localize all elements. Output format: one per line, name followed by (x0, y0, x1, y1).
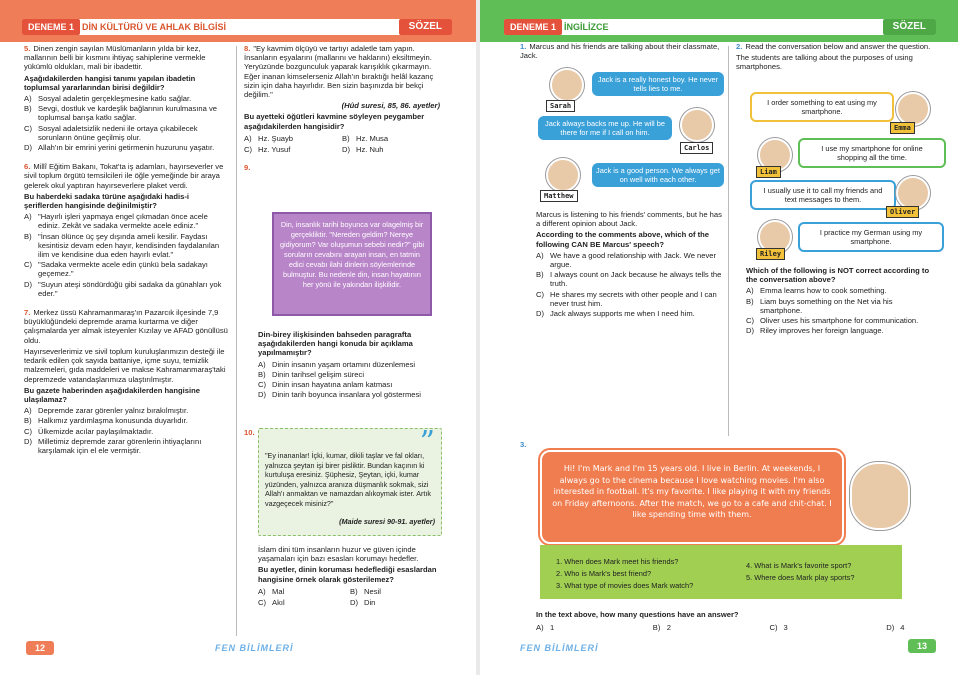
left-page-number: 12 (26, 641, 54, 655)
sarah-avatar (550, 68, 584, 102)
q9-option-c[interactable]: C) Dinin insan hayatına anlam katması (258, 380, 393, 390)
q6-option-a[interactable]: A) "Hayırlı işleri yapmaya engel çıkmadan önce acele ediniz. Zekât ve sadaka vermekte acele ediniz." (24, 212, 208, 231)
left-column-1 (24, 44, 228, 456)
q5-option-c[interactable]: C) Sosyal adaletsizlik nedeni ile ortaya çıkabilecek sorunların önüne geçilmiş olur. (24, 123, 198, 142)
q7-option-a[interactable]: A) Depremde zarar görenler yalnız bırakılmıştır. (24, 406, 189, 416)
q9-passage: Din, insanlık tarihi boyunca var olagelmiş bir gerçekliktir. "Nereden geldim? Nereye gidiyorum? Var oluşumun sebebi nedir?" gibi soruların cevabını arayan insan, en tatmin edici cevabı ilahi dinlerin söylemlerinde bulmuştur. Bu nedenle din, insan hayatının her yönü ile yakından ilişkilidir. (280, 220, 425, 289)
left-subject-title: DİN KÜLTÜRÜ VE AHLAK BİLGİSİ (82, 22, 226, 32)
q3-options (536, 622, 916, 633)
sarah-name-tag: Sarah (546, 100, 575, 112)
riley-name-tag: Riley (756, 248, 785, 260)
liam-name-tag: Liam (756, 166, 781, 178)
q5-option-b[interactable]: B) Sevgi, dostluk ve kardeşlik bağlarının kurulmasına ve toplumsal barışa katkı sağlar. (24, 104, 217, 123)
mark-speech: Hi! I'm Mark and I'm 15 years old. I live in Berlin. At weekends, I always go to the cinema because I love watching movies. I'm also interested in football. It's my favorite. I like playing it with my friends on Friday afternoons. After the match, we go to a cafe and chit-chat. I like spending time with them. (552, 464, 832, 520)
right-header (480, 0, 958, 42)
right-header-bar (504, 19, 936, 35)
q5-option-d[interactable]: D) Allah'ın bir emrini yerini getirmenin huzurunu yaşatır. (24, 143, 215, 153)
q3-number: 3. (520, 440, 527, 449)
q3-option-b[interactable]: B) 2 (652, 623, 671, 632)
q8-option-d[interactable]: D) Hz. Nuh (342, 145, 384, 155)
carlos-name-tag: Carlos (680, 142, 713, 154)
emma-speech: I order something to eat using my smartphone. (750, 92, 894, 122)
q2-text: The students are talking about the purposes of using smartphones. (736, 53, 913, 72)
right-brand-logo: FEN BİLİMLERİ (520, 643, 599, 653)
left-header (0, 0, 476, 42)
q1-option-b[interactable]: B) I always count on Jack because he always tells the truth. (536, 270, 722, 289)
q1-text: Marcus is listening to his friends' comments, but he has a different opinion about Jack. (536, 210, 722, 229)
emma-avatar (896, 92, 930, 126)
q3-question-5: 5. Where does Mark play sports? (746, 573, 855, 582)
emma-name-tag: Emma (890, 122, 915, 134)
q7-option-b[interactable]: B) Halkımız yardımlaşma konusunda duyarlıdır. (24, 416, 188, 426)
q3-question: In the text above, how many questions have an answer? (536, 610, 739, 619)
right-page-number: 13 (908, 639, 936, 653)
sarah-speech: Jack is a really honest boy. He never tells lies to me. (592, 72, 724, 96)
mark-speech-box (540, 450, 844, 544)
left-deneme-label: DENEME 1 (22, 19, 80, 35)
q1-answers (536, 210, 724, 319)
q9-number: 9. (244, 163, 251, 173)
q10-question: Bu ayetler, dinin koruması hedeflediği esaslardan hangisine örnek olarak gösterilemez? (258, 565, 437, 584)
matthew-name-tag: Matthew (540, 190, 578, 202)
q3-questions-box (540, 545, 902, 599)
q2-option-b[interactable]: B) Liam buys something on the Net via his smartphone. (746, 296, 893, 315)
q2-option-a[interactable]: A) Emma learns how to cook something. (746, 286, 887, 296)
q1-intro-text: Marcus and his friends are talking about their classmate, Jack. (520, 42, 720, 61)
q1-intro (520, 42, 724, 62)
oliver-avatar (896, 176, 930, 210)
q10-option-d[interactable]: D) Din (350, 598, 376, 608)
q3-option-d[interactable]: D) 4 (886, 623, 905, 632)
carlos-avatar (680, 108, 714, 142)
liam-speech: I use my smartphone for online shopping all the time. (798, 138, 946, 168)
q10-option-a[interactable]: A) Mal (258, 586, 285, 596)
quote-icon: ” (419, 425, 435, 460)
mark-avatar (850, 462, 910, 530)
carlos-speech: Jack always backs me up. He will be there for me if I call on him. (538, 116, 672, 140)
left-column-divider (236, 46, 237, 636)
q7-text-1: Merkez üssü Kahramanmaraş'ın Pazarcık ilçesinde 7,9 büyüklüğündeki depremde arama kurtarma ve diğer çalışmalarda yer almak isteyenler Kızılay ve AFAD gönüllüsü oldu. (24, 308, 228, 345)
matthew-avatar (546, 158, 580, 192)
q9-option-b[interactable]: B) Dinin tarihsel gelişim süreci (258, 369, 365, 379)
q9-passage-box (272, 212, 432, 316)
riley-speech: I practice my German using my smartphone. (798, 222, 944, 252)
q7-text-2: Hayırseverlerimiz ve sivil toplum kuruluşlarımızın desteği ile tedarik edilen çok sayıda battaniye, içme suyu, temizlik malzemeleri, gıda maddeleri ve makse Kahramanmaraş'taki depremzede vatandaşlarımıza ulaştırılmıştır. (24, 346, 226, 384)
matthew-speech: Jack is a good person. We always get on well with each other. (592, 163, 724, 187)
oliver-name-tag: Oliver (886, 206, 919, 218)
oliver-speech: I usually use it to call my friends and text messages to them. (750, 180, 896, 210)
q10-answers (258, 545, 442, 608)
left-sozel-badge: SÖZEL (399, 19, 452, 35)
q2-question: Which of the following is NOT correct according to the conversation above? (746, 266, 930, 285)
q3-question-2: 2. Who is Mark's best friend? (556, 569, 652, 578)
q2-option-d[interactable]: D) Riley improves her foreign language. (746, 326, 884, 336)
q3-option-a[interactable]: A) 1 (536, 623, 555, 632)
q3-number-wrap (520, 440, 540, 449)
q3-question-1: 1. When does Mark meet his friends? (556, 557, 679, 566)
right-sozel-badge: SÖZEL (883, 19, 936, 35)
q10-option-c[interactable]: C) Akıl (258, 598, 285, 608)
q3-question-4: 4. What is Mark's favorite sport? (746, 561, 852, 570)
q6-question: Bu haberdeki sadaka türüne aşağıdaki hadis-i şeriflerden hangisinde değinilmiştir? (24, 191, 190, 211)
left-column-2 (244, 44, 440, 174)
left-header-bar (22, 19, 452, 35)
q9-answers (258, 330, 442, 400)
q8-text: "Ey kavmim ölçüyü ve tartıyı adaletle tam yapın. İnsanların eşyalarını (mallarını ve haklarını) eksiltmeyin. Yeryüzünde bozgunculuk yaparak karışıklık çıkarmayın. Eğer inanan kimselerseniz Allah'ın bıraktığı helâl kazanç sizin için daha hayırlıdır. Ben sizin başınızda bir bekçi değilim." (244, 44, 434, 100)
q9-option-d[interactable]: D) Dinin tarih boyunca insanlara yol göstermesi (258, 390, 421, 400)
q8-number: 8. (244, 44, 251, 53)
q7-number: 7. (24, 308, 31, 318)
q1-option-a[interactable]: A) We have a good relationship with Jack. We never argue. (536, 250, 717, 270)
q1-number: 1. (520, 42, 527, 51)
q8-source: (Hûd suresi, 85, 86. ayetler) (341, 101, 440, 111)
q1-option-c[interactable]: C) He shares my secrets with other people and I can never trust him. (536, 289, 717, 308)
q6-text: Millî Eğitim Bakanı, Tokat'ta iş adamları, hayırseverler ve sivil toplum örgütü temsilcileri ile öğle yemeğinde bir araya gelerek okul yaptıran hayırseverlere plaket verdi. (24, 162, 224, 190)
q2-option-c[interactable]: C) Oliver uses his smartphone for communication. (746, 316, 919, 326)
q10-number: 10. (244, 428, 255, 437)
q9-option-a[interactable]: A) Dinin insanın yaşam ortamını düzenlemesi (258, 359, 416, 369)
q10-quote-box (258, 425, 442, 536)
q2-intro (736, 42, 936, 74)
q3-question-3: 3. What type of movies does Mark watch? (556, 581, 694, 590)
q2-answers (746, 266, 936, 336)
q2-number: 2. (736, 42, 743, 51)
q10-quote: "Ey inananlar! İçki, kumar, dikili taşlar ve fal okları, yalnızca şeytan işi birer pisliktir. Bundan kaçının ki kurtuluşa eresiniz. Şüphesiz, Şeytan, içki, kumar yüzünden, yalnızca aranıza düşmanlık sokmak, sizi Allah'ı anmaktan ve namazdan alıkoymak ister. Artık vazgeçecek misiniz?" (265, 451, 431, 508)
left-page (0, 0, 476, 675)
q5-option-a[interactable]: A) Sosyal adaletin gerçekleşmesine katkı sağlar. (24, 94, 192, 104)
q7-question: Bu gazete haberinden aşağıdakilerden hangisine ulaşılamaz? (24, 385, 200, 404)
q8-option-c[interactable]: C) Hz. Yusuf (244, 145, 291, 155)
q3-option-c[interactable]: C) 3 (769, 623, 788, 632)
q6-option-c[interactable]: C) "Sadaka vermekte acele edin çünkü bela sadakayı geçemez." (24, 260, 208, 279)
right-deneme-label: DENEME 1 (504, 19, 562, 35)
q6-option-b[interactable]: B) "İnsan ölünce üç şey dışında ameli kesilir. Faydası kesintisiz devam eden hayır, kendisinden faydalanılan ilim ve kendisine dua eden hayırlı evlat." (24, 231, 220, 260)
left-brand-logo: FEN BİLİMLERİ (215, 643, 294, 653)
q7-option-c[interactable]: C) Ülkemizde acılar paylaşılmaktadır. (24, 426, 154, 436)
q10-text: İslam dini tüm insanların huzur ve güven içinde yaşamaları için bazı esasları korumayı hedefler. (258, 545, 419, 564)
q7-option-d[interactable]: D) Milletimiz depremde zarar görenlerin ihtiyaçlarını karşılamak için el ele vermiştir. (24, 436, 202, 455)
q8-option-a[interactable]: A) Hz. Şuayb (244, 133, 294, 143)
q6-number: 6. (24, 162, 31, 172)
q6-option-d[interactable]: D) "Suyun ateşi söndürdüğü gibi sadaka da günahları yok eder." (24, 279, 222, 298)
right-subject-title: İNGİLİZCE (564, 22, 609, 32)
q5-number: 5. (24, 44, 31, 53)
q10-source: (Maide suresi 90-91. ayetler) (339, 517, 435, 526)
q1-option-d[interactable]: D) Jack always supports me when I need him. (536, 309, 695, 319)
right-column-divider (728, 46, 729, 436)
q2-intro-text: Read the conversation below and answer the question. (745, 42, 931, 51)
q8-question: Bu ayetteki öğütleri kavmine söyleyen peygamber aşağıdakilerden hangisidir? (244, 112, 425, 131)
q5-question: Aşağıdakilerden hangisi tanımı yapılan ibadetin toplumsal yararlarından birisi değildir? (24, 73, 196, 92)
q8-option-b[interactable]: B) Hz. Musa (342, 133, 389, 143)
q1-question: According to the comments above, which of the following CAN BE Marcus' speech? (536, 230, 709, 249)
q5-text: Dinen zengin sayılan Müslümanların yılda bir kez, mallarının belli bir kısmını ihtiyaç sahiplerine vermekle yükümlü oldukları, mali bir ibadettir. (24, 44, 206, 72)
q10-option-b[interactable]: B) Nesil (350, 586, 381, 596)
q9-question: Din-birey ilişkisinden bahseden paragrafta aşağıdakilerden hangi konuda bir açıklama yapılmamıştır? (258, 330, 413, 358)
